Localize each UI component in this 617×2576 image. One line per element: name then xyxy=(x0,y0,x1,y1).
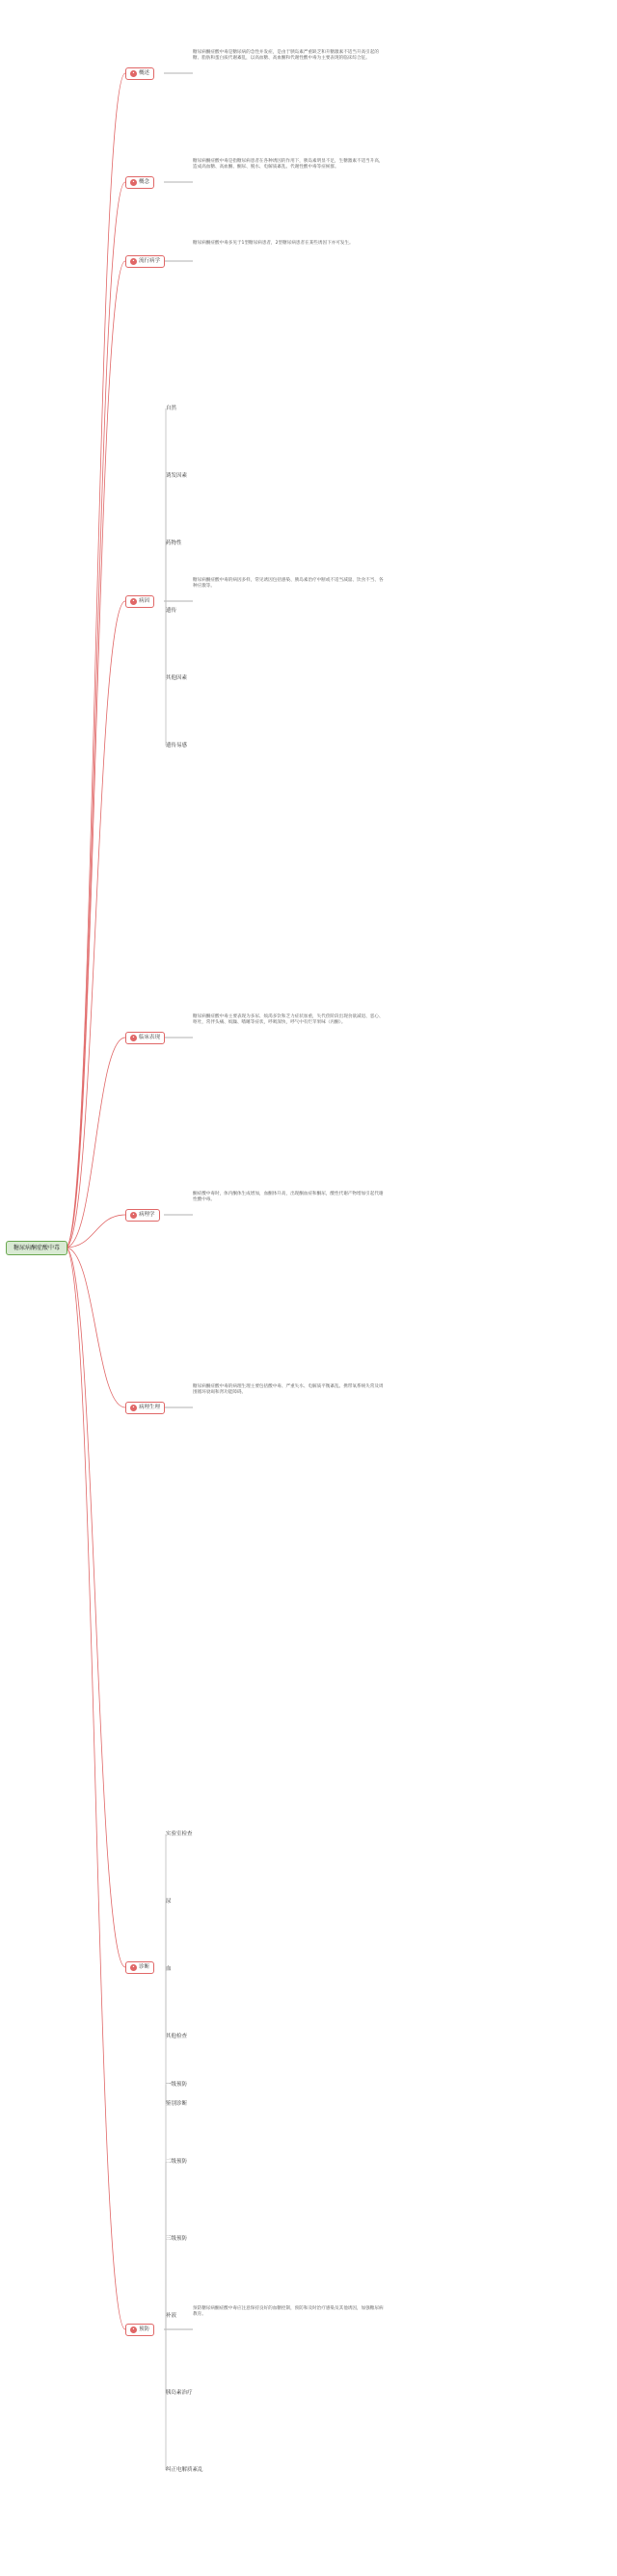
topic-text-prevention: 预防糖尿病酮症酸中毒应注意保持良好的血糖控制，预防和及时治疗感染及其他诱因，加强糖尿病教育。 xyxy=(193,2306,384,2318)
topic-label: 概述 xyxy=(139,70,150,76)
topic-label: 概念 xyxy=(139,179,150,185)
branch-prevention-4[interactable]: 胰岛素治疗 xyxy=(166,2390,193,2396)
topic-pathology[interactable] xyxy=(125,1209,160,1222)
topic-etiology[interactable] xyxy=(125,595,154,608)
topic-epidemiology[interactable] xyxy=(125,255,165,268)
connector-line xyxy=(66,182,125,1248)
branch-diagnosis-2[interactable]: 血 xyxy=(166,1966,172,1972)
topic-text-pathophysiology: 糖尿病酮症酸中毒的病理生理主要包括酸中毒、严重失水、电解质平衡紊乱、携带氧系统失常及周围循环衰竭和肾功能障碍。 xyxy=(193,1384,384,1396)
branch-diagnosis-0[interactable]: 实验室检查 xyxy=(166,1831,193,1837)
microscope-icon: • xyxy=(130,1212,137,1219)
topic-text-etiology: 糖尿病酮症酸中毒的病因多样，常见诱因包括感染、胰岛素治疗中断或不适当减量、饮食不当、各种应激等。 xyxy=(193,578,384,590)
connector-line xyxy=(66,1248,125,1967)
branch-prevention-2[interactable]: 三级预防 xyxy=(166,2236,188,2242)
topic-clinical[interactable] xyxy=(125,1032,165,1044)
heart-icon: • xyxy=(130,1405,137,1411)
chart-icon: • xyxy=(130,258,137,265)
branch-etiology-0[interactable]: 自然 xyxy=(166,406,177,411)
connector-line xyxy=(66,601,125,1248)
connector-line xyxy=(66,73,125,1248)
branch-prevention-3[interactable]: 补液 xyxy=(166,2313,177,2319)
branch-prevention-1[interactable]: 二级预防 xyxy=(166,2159,188,2165)
topic-text-overview: 糖尿病酮症酸中毒是糖尿病的急性并发症，是由于胰岛素严重缺乏和升糖激素不适当升高引起的糖、脂肪和蛋白质代谢紊乱，以高血糖、高血酮和代谢性酸中毒为主要表现的临床综合征。 xyxy=(193,50,379,62)
connector-line xyxy=(66,1215,125,1248)
topic-concept[interactable] xyxy=(125,176,154,189)
topic-label: 流行病学 xyxy=(139,258,161,264)
branch-diagnosis-1[interactable]: 尿 xyxy=(166,1899,172,1905)
topic-text-epidemiology: 糖尿病酮症酸中毒多见于1型糖尿病患者，2型糖尿病患者在某些诱因下亦可发生。 xyxy=(193,241,354,246)
topic-diagnosis[interactable] xyxy=(125,1961,154,1974)
book-icon: • xyxy=(130,179,137,186)
topic-label: 临床表现 xyxy=(139,1035,161,1040)
topic-prevention[interactable] xyxy=(125,2324,154,2336)
branch-etiology-3[interactable]: 遗传 xyxy=(166,608,177,614)
pin-icon: • xyxy=(130,70,137,77)
topic-overview[interactable] xyxy=(125,67,154,80)
connector-line xyxy=(66,1248,125,2329)
topic-label: 病因 xyxy=(139,598,150,604)
topic-text-clinical: 糖尿病酮症酸中毒主要表现为多尿、烦渴多饮和乏力症状加重，失代偿阶段出现食欲减退、恶心、呕吐，常伴头痛、烦躁、嗜睡等症状，呼吸深快，呼气中有烂苹果味（丙酮）。 xyxy=(193,1014,384,1026)
topic-label: 预防 xyxy=(139,2326,150,2332)
branch-etiology-1[interactable]: 诱发因素 xyxy=(166,473,188,479)
topic-label: 病理生理 xyxy=(139,1405,161,1410)
branch-diagnosis-3[interactable]: 其他检查 xyxy=(166,2034,188,2039)
branch-etiology-5[interactable]: 遗传易感 xyxy=(166,743,188,749)
branch-prevention-0[interactable]: 一级预防 xyxy=(166,2082,188,2088)
shield-icon: • xyxy=(130,2326,137,2333)
branch-etiology-4[interactable]: 其他因素 xyxy=(166,675,188,681)
topic-label: 病理学 xyxy=(139,1212,155,1218)
root-node: 糖尿病酮症酸中毒 xyxy=(6,1241,67,1255)
topic-text-pathology: 酮症酸中毒时，体内酮体生成增加，血酮体升高，出现酮血症和酮尿，酸性代谢产物增加引起代谢性酸中毒。 xyxy=(193,1192,384,1203)
topic-text-concept: 糖尿病酮症酸中毒是指糖尿病患者在各种诱因的作用下，胰岛素明显不足，生糖激素不适当升高，造成高血糖、高血酮、酮尿、脱水、电解质紊乱、代谢性酸中毒等症候群。 xyxy=(193,159,384,171)
branch-prevention-5[interactable]: 纠正电解质紊乱 xyxy=(166,2467,203,2473)
branch-etiology-2[interactable]: 药物性 xyxy=(166,540,182,546)
topic-label: 诊断 xyxy=(139,1964,150,1970)
topic-pathophysiology[interactable] xyxy=(125,1402,165,1414)
branch-diagnosis-4[interactable]: 鉴别诊断 xyxy=(166,2101,188,2107)
connector-line xyxy=(66,261,125,1248)
stethoscope-icon: • xyxy=(130,1964,137,1971)
person-icon: • xyxy=(130,1035,137,1041)
virus-icon: • xyxy=(130,598,137,605)
